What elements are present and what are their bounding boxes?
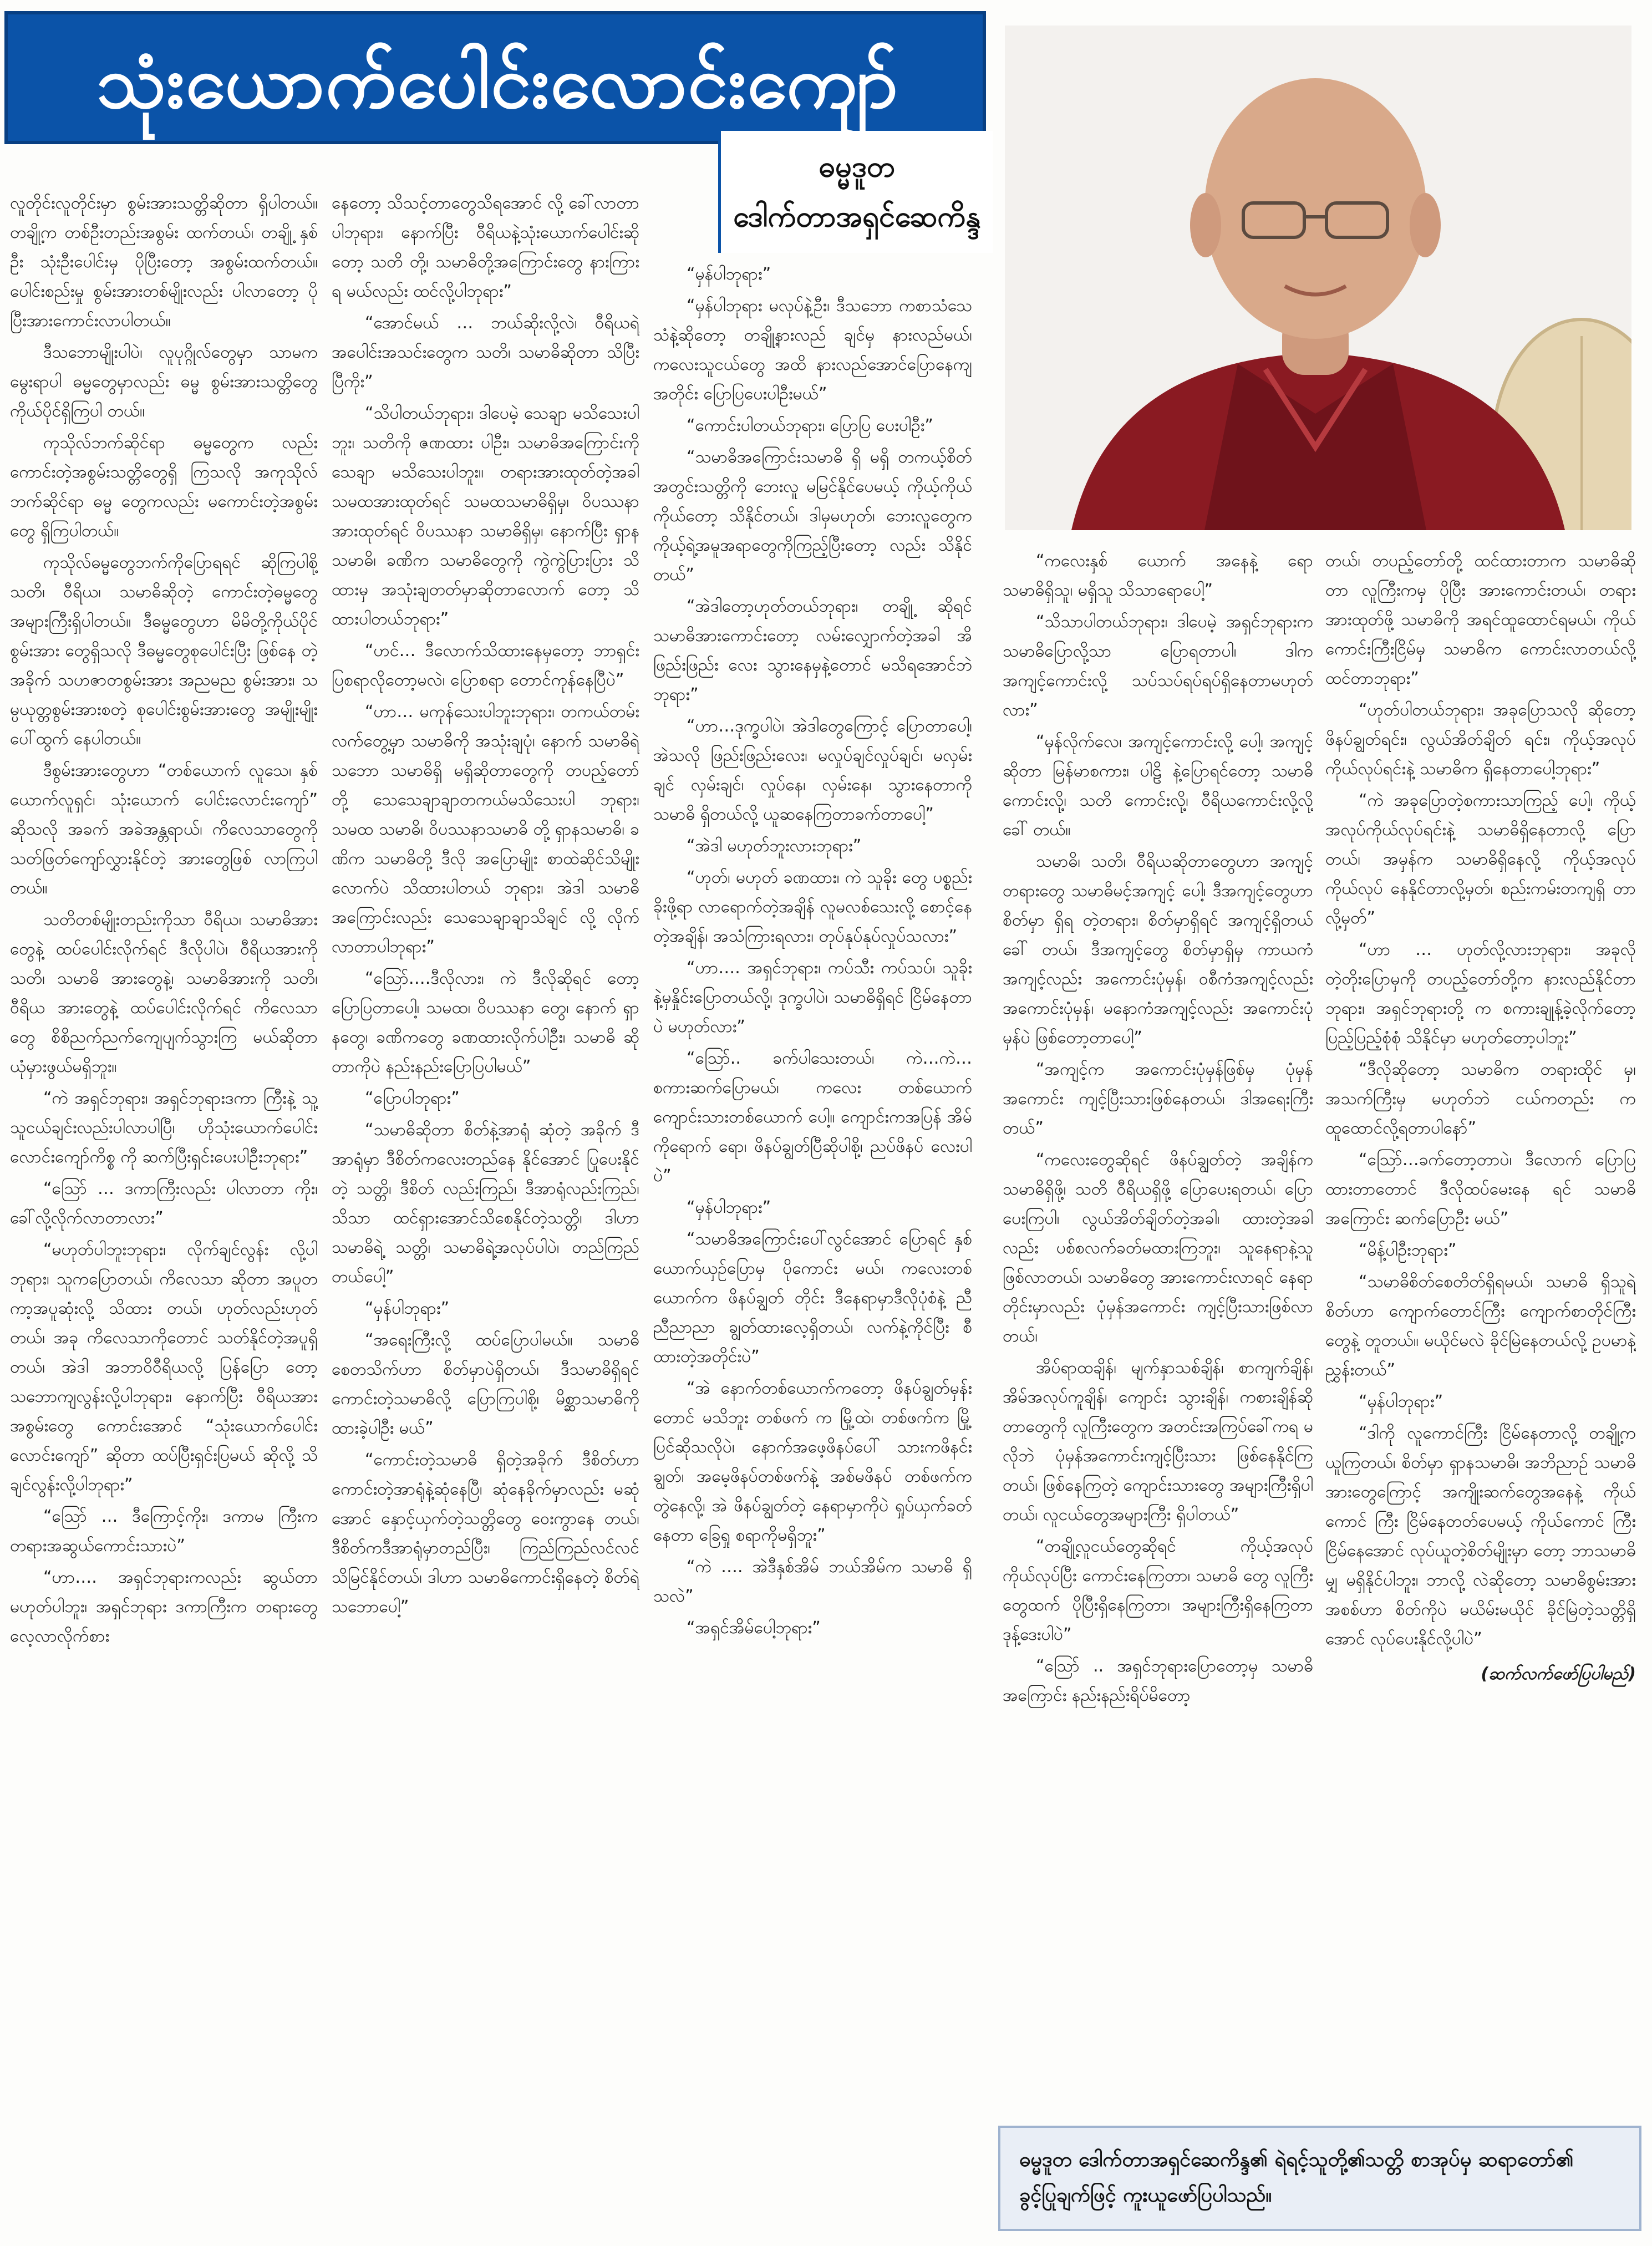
paragraph: “ဟာ…. အရှင်ဘုရားကလည်း ဆွယ်တာမဟုတ်ပါဘူး၊ အရှင်ဘုရား ဒကာကြီးက တရားတွေလေ့လာလိုက်စား <box>10 1568 318 1646</box>
paragraph: “ဩော်.. ခက်ပါသေးတယ်၊ ကဲ…ကဲ… စကားဆက်ပြောမယ်၊ ကလေး တစ်ယောက် ကျောင်းသားတစ်ယောက် ပေါ့။ ကျောင်းကအပြန် အိမ်ကိုရောက် ရော၊ ဖိနပ်ချွတ်ပြီဆိုပါစို့၊ ညပ်ဖိနပ် လေးပါပဲ” <box>653 1049 972 1186</box>
article-title: သုံးယောက်ပေါင်းလောင်းကျော် <box>96 40 899 124</box>
paragraph: “အဲဒါတော့ဟုတ်တယ်ဘုရား၊ တချို့ ဆိုရင် သမာဓိအားကောင်းတော့ လမ်းလျှောက်တဲ့အခါ အိ ဖြည်းဖြည်း လေး သွားနေမှနဲ့တောင် မသိရအောင်ဘဲ ဘုရား” <box>653 597 972 704</box>
paragraph: “မဟုတ်ပါဘူးဘုရား၊ လိုက်ချင်လွန်း လို့ပါဘုရား၊ သူကပြောတယ်၊ ကိလေသာ ဆိုတာ အပူတကာ့အပူဆုံးလို့ သိထား တယ်၊ ဟုတ်လည်းဟုတ်တယ်၊ အခု ကိလေသာကိုတောင် သတ်နိုင်တဲ့အပူရှိ တယ်၊ အဲဒါ အဘာဝိဝီရိယလို့ ပြန်ပြော တော့ သဘောကျလွန်းလို့ပါဘုရား၊ နောက်ပြီး ဝီရိယအားအစွမ်းတွေ ကောင်းအောင် “သုံးယောက်ပေါင်း လောင်းကျော်” ဆိုတာ ထပ်ပြီးရှင်းပြမယ် ဆိုလို့ သိချင်လွန်းလို့ပါဘုရား” <box>10 1240 318 1495</box>
title-banner <box>4 11 986 144</box>
paragraph: “မှန်ပါဘုရား” <box>365 1299 450 1318</box>
paragraph: “ဟုတ်ပါတယ်ဘုရား၊ အခုပြောသလို ဆိုတော့ ဖိနပ်ချွတ်ရင်း၊ လွယ်အိတ်ချိတ် ရင်း၊ ကိုယ့်အလုပ် ကိုယ်လုပ်ရင်းနဲ့ သမာဓိက ရှိနေတာပေါ့ဘုရား” <box>1325 700 1636 779</box>
paragraph: “ကလေးနှစ် ယောက် အနေနဲ့ ရော သမာဓိရှိသူ၊ မရှိသူ သိသာရောပေါ့” <box>1003 551 1313 600</box>
paragraph: အိပ်ရာထချိန်၊ မျက်နှာသစ်ချိန်၊ စာကျက်ချိန်၊ အိမ်အလုပ်ကူချိန်၊ ကျောင်း သွားချိန်၊ ကစားချိန်ဆိုတာတွေကို လူကြီးတွေက အတင်းအကြပ်ခေါ်ကရ မလိုဘဲ ပုံမှန်အကောင်းကျင့်ပြီးသား ဖြစ်နေနိုင်ကြတယ်၊ ဖြစ်နေကြတဲ့ ကျောင်းသားတွေ အများကြီးရှိပါတယ်၊ လူငယ်တွေအများကြီး ရှိပါတယ်” <box>1003 1358 1313 1525</box>
paragraph: “ကောင်းတဲ့သမာဓိ ရှိတဲ့အခိုက် ဒီစိတ်ဟာ ကောင်းတဲ့အာရုံနဲ့ဆုံနေပြီ၊ ဆုံနေခိုက်မှာလည်း မဆုံအောင် နှောင့်ယှက်တဲ့သတ္တိတွေ ဝေးကွာနေ တယ်၊ ဒီစိတ်ကဒီအာရုံမှာတည်ပြီး၊ ကြည်ကြည်လင်လင် သိမြင်နိုင်တယ်၊ ဒါဟာ သမာဓိကောင်းရှိနေတဲ့ စိတ်ရဲ့ သဘောပေါ့” <box>332 1450 639 1617</box>
paragraph: “မိန့်ပါဦးဘုရား” <box>1359 1241 1457 1260</box>
paragraph: “သိပါတယ်ဘုရား၊ ဒါပေမဲ့ သေချာ မသိသေးပါဘူး၊ သတိကို ဇဏထား ပါဦး၊ သမာဓိအကြောင်းကို သေချာ မသိသေးပါဘူး။ တရားအားထုတ်တဲ့အခါ သမထအားထုတ်ရင် သမထသမာဓိရှိမှ၊ ဝိပဿနာအားထုတ်ရင် ဝိပဿနာ သမာဓိရှိမှ၊ နောက်ပြီး ရှာနသမာဓိ၊ ခဏိက သမာဓိတွေကို ကွဲကွဲပြားပြား သိထားမှ အသုံးချတတ်မှာဆိုတာလောက် တော့ သိထားပါတယ်ဘုရား” <box>332 404 639 629</box>
paragraph: သတိတစ်မျိုးတည်းကိုသာ ဝီရိယ၊ သမာဓိအားတွေနဲ့ ထပ်ပေါင်းလိုက်ရင် ဒီလိုပါပဲ၊ ဝီရိယအားကို သတိ၊ သမာဓိ အားတွေနဲ့၊ သမာဓိအားကို သတိ၊ ဝီရိယ အားတွေနဲ့ ထပ်ပေါင်းလိုက်ရင် ကိလေသာ တွေ စိစိညက်ညက်ကျေပျက်သွားကြ မယ်ဆိုတာ ယုံမှားဖွယ်မရှိဘူး။ <box>10 910 318 1076</box>
paragraph: “သမာဓိအကြောင်းသမာဓိ ရှိ မရှိ တကယ့်စိတ် အတွင်းသတ္တိကို ဘေးလူ မမြင်နိုင်ပေမယ့် ကိုယ့်ကိုယ်ကိုယ်တော့ သိနိုင်တယ်၊ ဒါမှမဟုတ်၊ ဘေးလူတွေက ကိုယ့်ရဲ့အမူအရာတွေကိုကြည့်ပြီးတော့ လည်း သိနိုင်တယ်” <box>653 448 972 585</box>
paragraph: “ဟုတ်၊ မဟုတ် ခဏထား၊ ကဲ သူခိုး တွေ ပစ္စည်းခိုးဖို့ရာ လာရောက်တဲ့အချိန် လူမလစ်သေးလို့ စောင့်နေတဲ့အချိန်၊ အသံကြားရလား၊ တုပ်နုပ်နုပ်လှုပ်သလား” <box>653 868 972 946</box>
source-caption: ဓမ္မဒူတ ဒေါက်တာအရှင်ဆေကိန္ဒ၏ ရဲရင့်သူတို့၏သတ္တိ စာအုပ်မှ ဆရာတော်၏ ခွင့်ပြုချက်ဖြင့် ကူးယူဖော်ပြပါသည်။ <box>998 2126 1641 2231</box>
paragraph: “အဲဒါ မဟုတ်ဘူးလားဘုရား” <box>687 836 862 856</box>
paragraph: “ဒါကို လူကောင်ကြီး ငြိမ်နေတာလို့ တချို့က ယူကြတယ်၊ စိတ်မှာ ရှာနသမာဓိ၊ အဘိညာဉ် သမာဓိ အားတွေကြောင့် အကျိုးဆက်တွေအနေနဲ့ ကိုယ်ကောင် ကြီး ငြိမ်နေတတ်ပေမယ့် ကိုယ်ကောင် ကြီးငြိမ်နေအောင် လုပ်ယူတဲ့စိတ်မျိုးမှာ တော့ ဘာသမာဓိမျှ မရှိနိုင်ပါဘူး၊ ဘာလို့ လဲဆိုတော့ သမာဓိစွမ်းအားအစစ်ဟာ စိတ်ကိုပဲ မယိမ်းမယိုင် ခိုင်မြဲတဲ့သတ္တိရှိ အောင် လုပ်ပေးနိုင်လို့ပါပဲ” <box>1325 1424 1636 1649</box>
paragraph: “မှန်ပါဘုရား” <box>687 1198 771 1217</box>
author-name: ဒေါက်တာအရှင်ဆေကိန္ဒ <box>733 200 980 233</box>
paragraph: “မှန်ပါဘုရား” <box>687 265 771 284</box>
paragraph: သမာဓိ၊ သတိ၊ ဝီရိယဆိုတာတွေဟာ အကျင့်တရားတွေ သမာဓိမင့်အကျင့် ပေါ့၊ ဒီအကျင့်တွေဟာ စိတ်မှာ ရှိရ တဲ့တရား၊ စိတ်မှာရှိရင် အကျင့်ရှိတယ်ခေါ် တယ်၊ ဒီအကျင့်တွေ စိတ်မှာရှိမှ ကာယကံအကျင့်လည်း အကောင်းပုံမှန်၊ ဝစီကံအကျင့်လည်း အကောင်းပုံမှန်၊ မနောကံအကျင့်လည်း အကောင်းပုံမှန်ပဲ ဖြစ်တော့တာပေါ့” <box>1003 852 1313 1048</box>
paragraph: ကုသိုလ်ဓမ္မတွေဘက်ကိုပြောရရင် ဆိုကြပါစို့ သတိ၊ ဝီရိယ၊ သမာဓိဆိုတဲ့ ကောင်းတဲ့ဓမ္မတွေ အများကြီးရှိပါတယ်။ ဒီဓမ္မတွေဟာ မိမိတို့ကိုယ်ပိုင် စွမ်းအား တွေရှိသလို ဒီဓမ္မတွေစုပေါင်းပြီး ဖြစ်နေ တဲ့အခိုက် သဟဇာတစွမ်းအား အညမည စွမ်းအား၊ သမ္ပယုတ္တစွမ်းအားစတဲ့ စုပေါင်းစွမ်းအားတွေ အမျိုးမျိုးပေါ်ထွက် နေပါတယ်။ <box>10 553 318 749</box>
continued-note: (ဆက်လက်ဖော်ပြပါမည်) <box>1481 1664 1636 1684</box>
paragraph: “မှန်လိုက်လေ၊ အကျင့်ကောင်းလို့ ပေါ့၊ အကျင့်ဆိုတာ မြန်မာစကား၊ ပါဠိ နဲ့ပြောရင်တော့ သမာဓိကောင်းလို့၊ သတိ ကောင်းလို့၊ ဝီရိယကောင်းလို့လို့ခေါ် တယ်။ <box>1003 732 1313 840</box>
paragraph: “အရှင်အိမ်ပေါ့ဘုရား” <box>687 1618 821 1638</box>
column-5 <box>1325 546 1636 2116</box>
paragraph: တယ်၊ တပည့်တော်တို့ ထင်ထားတာက သမာဓိဆိုတာ လူကြီးကမှ ပိုပြီး အားကောင်းတယ်၊ တရားအားထုတ်ဖို့ သမာဓိကို အရင်ထူထောင်ရမယ်၊ ကိုယ်ကောင်းကြီးငြိမ်မှ သမာဓိက ကောင်းလာတယ်လို့ ထင်တာဘုရား” <box>1325 551 1636 688</box>
paragraph: “ဟာ…ဒုက္ခပါပဲ၊ အဲဒါတွေကြောင့် ပြောတာပေါ့၊ အဲသလို ဖြည်းဖြည်းလေး၊ မလှုပ်ချင်လှုပ်ချင်၊ မလှမ်းချင် လှမ်းချင်၊ လှုပ်နေ၊ လှမ်းနေ၊ သွားနေတာကို သမာဓိ ရှိတယ်လို့ ယူဆနေကြတာခက်တာပေါ့” <box>653 717 972 824</box>
paragraph: “အရေးကြီးလို့ ထပ်ပြောပါမယ်။ သမာဓိစေတသိက်ဟာ စိတ်မှာပဲရှိတယ်၊ ဒီသမာဓိရှိရင် ကောင်းတဲ့သမာဓိလို့ ပြောကြပါစို့၊ မိစ္ဆာသမာဓိကို ထားခဲ့ပါဦး မယ်” <box>332 1330 639 1438</box>
paragraph: “ဟာ… မကုန်သေးပါဘူးဘုရား၊ တကယ်တမ်းလက်တွေ့မှာ သမာဓိကို အသုံးချပုံ၊ နောက် သမာဓိရဲ့သဘော သမာဓိရှိ မရှိဆိုတာတွေကို တပည့်တော် တို့ သေသေချာချာတကယ်မသိသေးပါ ဘုရား၊ သမထ သမာဓိ၊ ဝိပဿနာသမာဓိ တို့ ရှာနသမာဓိ၊ ခဏိက သမာဓိတို့ ဒီလို အပြောမျိုး စာထဲဆိုင်သိမျိုးလောက်ပဲ သိထားပါတယ် ဘုရား၊ အဲဒါ သမာဓိ အကြောင်းလည်း သေသေချာချာသိချင် လို့ လိုက်လာတာပါဘုရား” <box>332 702 639 957</box>
column-1 <box>10 189 318 2107</box>
paragraph: “ဟာ … ဟုတ်လို့လားဘုရား၊ အခုလို တဲ့တိုးပြောမှကို တပည့်တော်တို့က နားလည်နိုင်တာ ဘုရား၊ အရှင်ဘုရားတို့ က စကားချုန့်ခဲ့လိုက်တော့ ပြည့်ပြည့်စုံစုံ သိနိုင်မှာ မဟုတ်တော့ပါဘူး” <box>1325 940 1636 1048</box>
paragraph: “ကဲ အရှင်ဘုရား၊ အရှင်ဘုရားဒကာ ကြီးနဲ့ သူ့သူငယ်ချင်းလည်းပါလာပါပြီ၊ ဟိုသုံးယောက်ပေါင်း လောင်းကျော်ကိစ္စ ကို ဆက်ပြီးရှင်းပေးပါဦးဘုရား” <box>10 1089 318 1167</box>
paragraph: လူတိုင်းလူတိုင်းမှာ စွမ်းအားသတ္တိဆိုတာ ရှိပါတယ်။ တချို့က တစ်ဦးတည်းအစွမ်း ထက်တယ်၊ တချို့ နှစ်ဦး သုံးဦးပေါင်းမှ ပိုပြီးတော့ အစွမ်းထက်တယ်။ ပေါင်းစည်းမှု စွမ်းအားတစ်မျိုးလည်း ပါလာတော့ ပိုပြီးအားကောင်းလာပါတယ်။ <box>10 194 318 331</box>
paragraph: “ကဲ …. အဲဒီနှစ်အိမ် ဘယ်အိမ်က သမာဓိ ရှိသလဲ” <box>653 1557 972 1606</box>
paragraph: “ဩော် … ဒကာကြီးလည်း ပါလာတာ ကိုး၊ ခေါ်လို့လိုက်လာတာလား” <box>10 1179 318 1228</box>
paragraph: “ကလေးတွေဆိုရင် ဖိနပ်ချွတ်တဲ့ အချိန်က သမာဓိရှိဖို့၊ သတိ ဝီရိယရှိဖို့ ပြောပေးရတယ်၊ ပြောပေးကြပါ၊ လွယ်အိတ်ချိတ်တဲ့အခါ၊ ထားတဲ့အခါ လည်း ပစ်စလက်ခတ်မထားကြဘူး၊ သူနေရာနဲ့သူ ဖြစ်လာတယ်၊ သမာဓိတွေ အားကောင်းလာရင် နေရာတိုင်းမှာလည်း ပုံမှန်အကောင်း ကျင့်ပြီးသားဖြစ်လာ တယ်၊ <box>1003 1150 1313 1346</box>
paragraph: “အကျင့်က အကောင်းပုံမှန်ဖြစ်မှ ပုံမှန်အကောင်း ကျင့်ပြီးသားဖြစ်နေတယ်၊ ဒါအရေးကြီးတယ်” <box>1003 1060 1313 1138</box>
paragraph: “ဩော် … ဒီကြောင့်ကိုး၊ ဒကာမ ကြီးက တရားအဆွယ်ကောင်းသားပဲ” <box>10 1507 318 1556</box>
paragraph: “ဩော်…ခက်တော့တာပဲ၊ ဒီလောက် ပြောပြထားတာတောင် ဒီလိုထပ်မေးနေ ရင် သမာဓိအကြောင်း ဆက်ပြောဦး မယ်” <box>1325 1150 1636 1228</box>
paragraph: “ပြောပါဘုရား” <box>365 1089 460 1108</box>
paragraph: “သမာဓိအကြောင်းပေါ်လွင်အောင် ပြောရင် နှစ်ယောက်ယှဉ်ပြောမှ ပိုကောင်း မယ်၊ ကလေးတစ်ယောက်က ဖိနပ်ချွတ် တိုင်း ဒီနေရာမှာဒီလိုပုံစံနဲ့ ညီညီညာညာ ချွတ်ထားလေ့ရှိတယ်၊ လက်နဲ့ကိုင်ပြီး စီထားတဲ့အတိုင်းပဲ” <box>653 1229 972 1366</box>
author-byline <box>718 131 993 253</box>
paragraph: “မှန်ပါဘုရား မလုပ်နဲ့ဦး၊ ဒီသဘော ကစာသံသေသံနဲ့ဆိုတော့ တချို့နားလည် ချင်မှ နားလည်မယ်၊ ကလေးသူငယ်တွေ အထိ နားလည်အောင်ပြောနေကျအတိုင်း ပြောပြပေးပါဦးမယ်” <box>653 296 972 404</box>
paragraph: “သိသာပါတယ်ဘုရား၊ ဒါပေမဲ့ အရှင်ဘုရားက သမာဓိပြောလို့သာ ပြောရတာပါ၊ ဒါက အကျင့်ကောင်းလို့ သပ်သပ်ရပ်ရပ်ရှိနေတာမဟုတ်လား” <box>1003 612 1313 720</box>
column-2 <box>332 189 639 2107</box>
paragraph: “ဩော် .. အရှင်ဘုရားပြောတော့မှ သမာဓိအကြောင်း နည်းနည်းရိပ်မိတော့ <box>1003 1656 1313 1705</box>
paragraph: ကုသိုလ်ဘက်ဆိုင်ရာ ဓမ္မတွေက လည်း ကောင်းတဲ့အစွမ်းသတ္တိတွေရှိ ကြသလို အကုသိုလ်ဘက်ဆိုင်ရာ ဓမ္မ တွေကလည်း မကောင်းတဲ့အစွမ်းတွေ ရှိကြပါတယ်။ <box>10 433 318 541</box>
paragraph: “အောင်မယ် … ဘယ်ဆိုးလို့လဲ၊ ဝီရိယရဲ့ အပေါင်းအသင်းတွေက သတိ၊ သမာဓိဆိုတာ သိပြီးပြီကိုး” <box>332 313 639 392</box>
portrait-photo-icon <box>1005 26 1631 530</box>
paragraph: “ကဲ အခုပြောတဲ့စကားသာကြည့် ပေါ့၊ ကိုယ့်အလုပ်ကိုယ်လုပ်ရင်းနဲ့ သမာဓိရှိနေတာလို့ ပြောတယ်၊ အမှန်က သမာဓိရှိနေလို့ ကိုယ့်အလုပ်ကိုယ်လုပ် နေနိုင်တာလို့မှတ်၊ စည်းကမ်းတကျရှိ တာလို့မှတ်” <box>1325 791 1636 928</box>
paragraph: ဒီစွမ်းအားတွေဟာ “တစ်ယောက် လူသေ၊ နှစ်ယောက်လူရှင်၊ သုံးယောက် ပေါင်းလောင်းကျော်” ဆိုသလို အခက် အခဲအန္တရာယ်၊ ကိလေသာတွေကို သတ်ဖြတ်ကျော်လွှားနိုင်တဲ့ အားတွေဖြစ် လာကြပါတယ်။ <box>10 761 318 898</box>
author-portrait <box>1005 26 1631 530</box>
paragraph: “ကောင်းပါတယ်ဘုရား၊ ပြောပြ ပေးပါဦး” <box>687 416 933 435</box>
paragraph: “တချို့လူငယ်တွေဆိုရင် ကိုယ့်အလုပ် ကိုယ်လုပ်ပြီး ကောင်းနေကြတာ၊ သမာဓိ တွေ လူကြီးတွေထက် ပိုပြီးရှိနေကြတာ၊ အများကြီးရှိနေကြတာ ဒုန့်ဒေးပါပဲ” <box>1003 1537 1313 1644</box>
column-3 <box>653 260 972 2107</box>
column-4 <box>1003 546 1313 2116</box>
paragraph: “သမာဓိဆိုတာ စိတ်နဲ့အာရုံ ဆုံတဲ့ အခိုက် ဒီအာရုံမှာ ဒီစိတ်ကလေးတည်နေ နိုင်အောင် ပြုပေးနိုင်တဲ့ သတ္တိ၊ ဒီစိတ် လည်းကြည်၊ ဒီအာရုံလည်းကြည်၊ သိသာ ထင်ရှားအောင်သိစေနိုင်တဲ့သတ္တိ၊ ဒါဟာ သမာဓိရဲ့ သတ္တိ၊ သမာဓိရဲ့အလုပ်ပါပဲ၊ တည်ကြည်တယ်ပေါ့” <box>332 1120 639 1287</box>
paragraph: “ဟာ…. အရှင်ဘုရား၊ ကပ်သီး ကပ်သပ်၊ သူခိုးနဲ့မှနှိုင်းပြောတယ်လို့၊ ဒုက္ခပါပဲ၊ သမာဓိရှိရင် ငြိမ်နေတာပဲ မဟုတ်လား” <box>653 958 972 1036</box>
paragraph: “မှန်ပါဘုရား” <box>1359 1392 1443 1411</box>
paragraph: ဒီသဘောမျိုးပါပဲ၊ လူပုဂ္ဂိုလ်တွေမှာ သာမက မွေးရာပါ ဓမ္မတွေမှာလည်း ဓမ္မ စွမ်းအားသတ္တိတွေ ကိုယ်ပိုင်ရှိကြပါ တယ်။ <box>10 343 318 421</box>
paragraph: “ဟင်… ဒီလောက်သိထားနေမှတော့ ဘာရှင်းပြစရာလိုတော့မလဲ၊ ပြောစရာ တောင်ကုန်နေပြီပဲ” <box>332 641 639 690</box>
paragraph: နေတော့ သိသင့်တာတွေသိရအောင် လို့ ခေါ်လာတာပါဘုရား၊ နောက်ပြီး ဝီရိယနဲ့သုံးယောက်ပေါင်းဆိုတော့ သတိ တို့၊ သမာဓိတို့အကြောင်းတွေ နားကြားရ မယ်လည်း ထင်လို့ပါဘုရား” <box>332 194 639 301</box>
paragraph: “သမာဓိစိတ်စေတိတ်ရှိရမယ်၊ သမာဓိ ရှိသူရဲ့စိတ်ဟာ ကျောက်တောင်ကြီး ကျောက်စာတိုင်ကြီးတွေနဲ့ တူတယ်။ မယိုင်မလဲ ခိုင်မြဲနေတယ်လို့ ဥပမာနဲ့ ညွှန်းတယ်” <box>1325 1272 1636 1380</box>
paragraph: “ဒီလိုဆိုတော့ သမာဓိက တရားထိုင် မှ၊ အသက်ကြီးမှ မဟုတ်ဘဲ ငယ်ကတည်း က ထူထောင်လို့ရတာပါနော်” <box>1325 1060 1636 1138</box>
author-title: ဓမ္မဒူတ <box>819 150 895 184</box>
paragraph: “အဲ နောက်တစ်ယောက်ကတော့ ဖိနပ်ချွတ်မှန်းတောင် မသိဘူး တစ်ဖက် က မြို့ထဲ၊ တစ်ဖက်က မြို့ပြင်ဆိုသလိုပဲ၊ နောက်အဖေ့ဖိနပ်ပေါ် သားကဖိနင်းချွတ်၊ အမေ့ဖိနပ်တစ်ဖက်နဲ့ အစ်မဖိနပ် တစ်ဖက်က တွဲနေလို့၊ အဲ ဖိနပ်ချွတ်တဲ့ နေရာမှာကိုပဲ ရှုပ်ယှက်ခတ်နေတာ ခြေရှု စရာကိုမရှိဘူး” <box>653 1379 972 1545</box>
paragraph: “ဩော်….ဒီလိုလား၊ ကဲ ဒီလိုဆိုရင် တော့ ပြောပြတာပေါ့၊ သမထ၊ ဝိပဿနာ တွေ၊ နောက် ရှာနတွေ၊ ခဏိကတွေ ခဏထားလိုက်ပါဦး၊ သမာဓိ ဆိုတာကိုပဲ နည်းနည်းပြောပြပါမယ်” <box>332 969 639 1076</box>
